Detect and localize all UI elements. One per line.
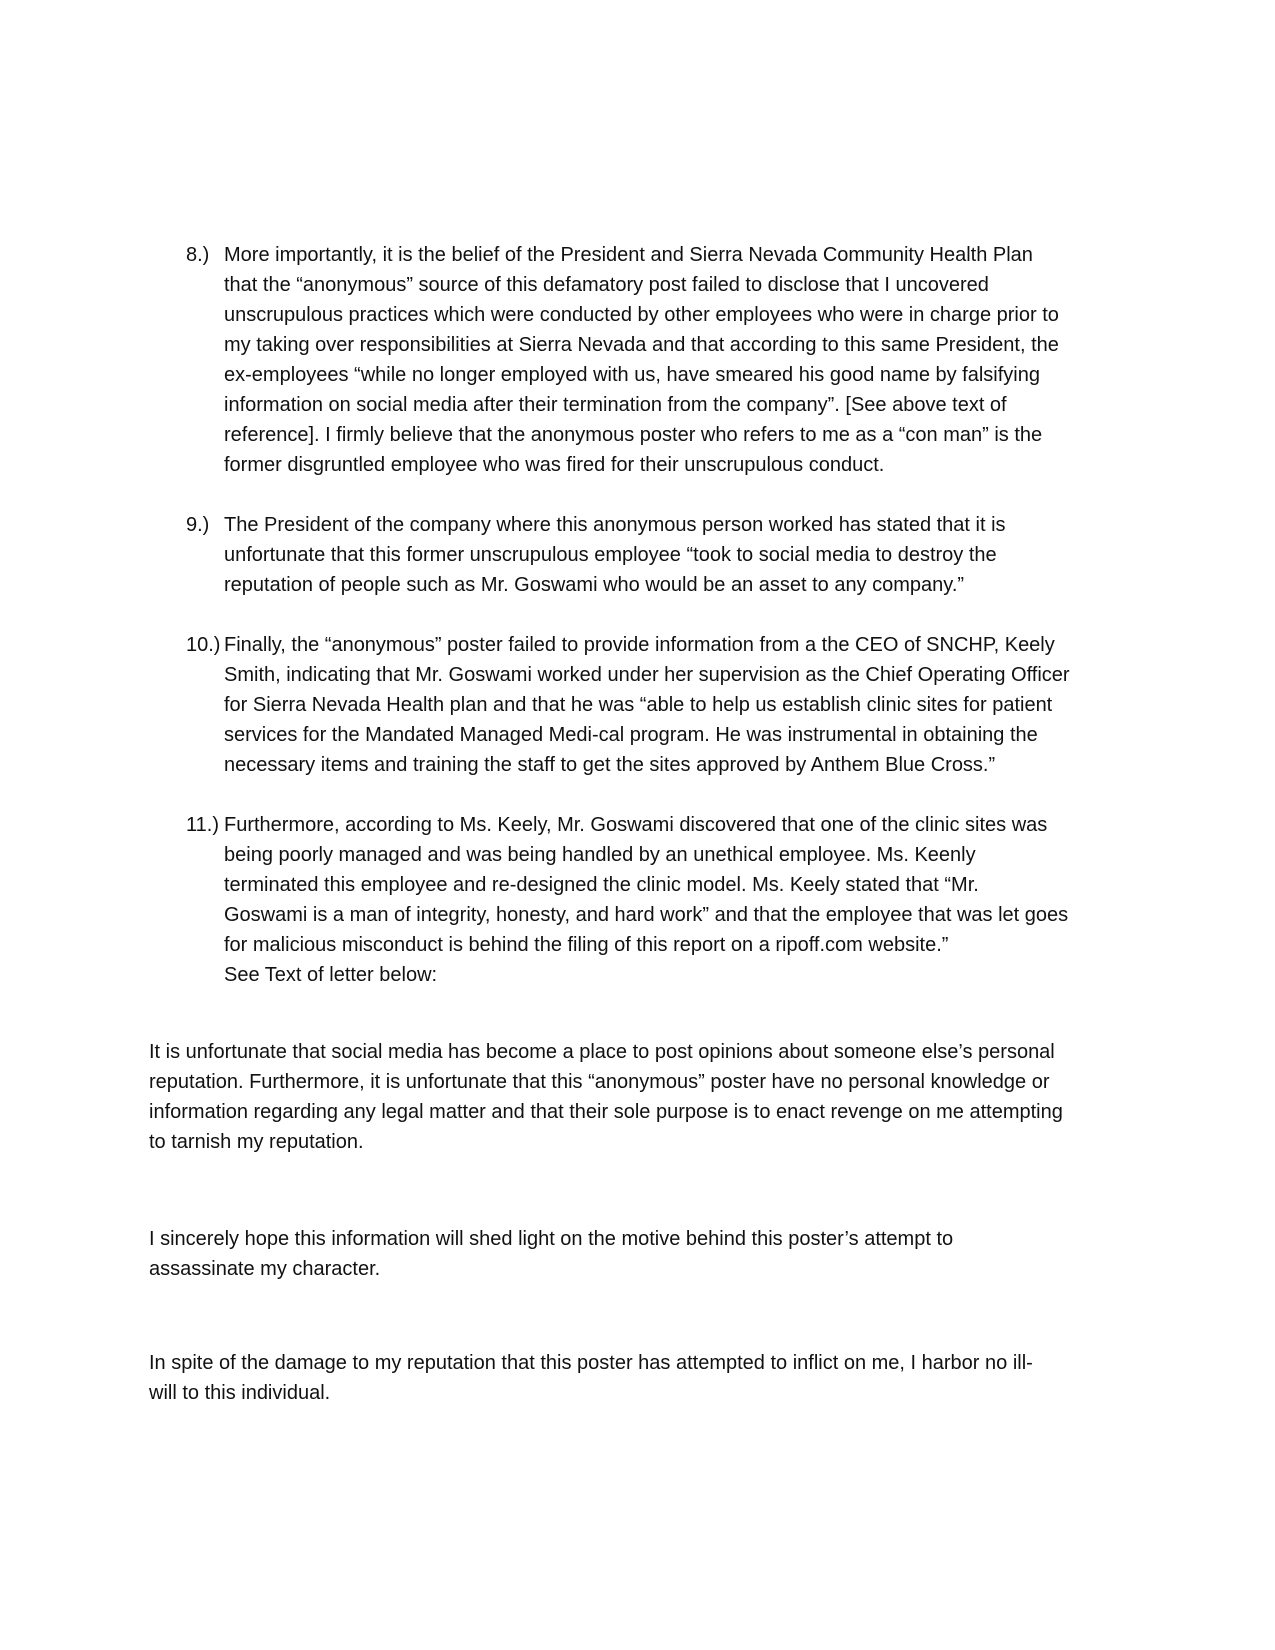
numbered-list [186,240,1146,1020]
list-item [186,810,1146,990]
list-item-text: Furthermore, according to Ms. Keely, Mr. Goswami discovered that one of the clinic sites was being poorly managed and was being handled by an unethical employee. Ms. Keenly terminated this employee and re-designed the clinic model. Ms. Keely stated that “Mr. Goswami is a man of integrity, honesty, and hard work” and that the employee that was let goes for malicious misconduct is behind the filing of this report on a ripoff.com website.” See Text of letter below: [224,814,1069,986]
paragraph-hope: I sincerely hope this information will shed light on the motive behind this poster’s attempt to assassinate my character. [149,1228,954,1280]
list-item-text: More importantly, it is the belief of the President and Sierra Nevada Community Health Plan that the “anonymous” source of this defamatory post failed to disclose that I uncovered unscrupulous practices which were conducted by other employees who were in charge prior to my taking over responsibilities at Sierra Nevada and that according to this same President, the ex-employees “while no longer employed with us, have smeared his good name by falsifying information on social media after their termination from the company”. [See above text of reference]. I firmly believe that the anonymous poster who refers to me as a “con man” is the former disgruntled employee who was fired for their unscrupulous conduct. [224,244,1059,476]
list-item [186,240,1146,480]
list-item-number: 8.) [186,244,210,266]
paragraph-social-media: It is unfortunate that social media has become a place to post opinions about someone else’s personal reputation. Furthermore, it is unfortunate that this “anonymous” poster have no personal knowledge or information regarding any legal matter and that their sole purpose is to enact revenge on me attempting to tarnish my reputation. [149,1041,1063,1153]
list-item-text: Finally, the “anonymous” poster failed to provide information from a the CEO of SNCHP, Keely Smith, indicating that Mr. Goswami worked under her supervision as the Chief Operating Officer for Sierra Nevada Health plan and that he was “able to help us establish clinic sites for patient services for the Mandated Managed Medi-cal program. He was instrumental in obtaining the necessary items and training the staff to get the sites approved by Anthem Blue Cross.” [224,634,1070,776]
paragraph-no-ill-will: In spite of the damage to my reputation that this poster has attempted to inflict on me, I harbor no ill- will to this individual. [149,1352,1033,1404]
list-item [186,630,1146,780]
list-item-number: 9.) [186,514,210,536]
list-item-number: 10.) [186,634,221,656]
list-item-text: The President of the company where this anonymous person worked has stated that it is unfortunate that this former unscrupulous employee “took to social media to destroy the reputation of people such as Mr. Goswami who would be an asset to any company.” [224,514,1006,596]
list-item [186,510,1146,600]
list-item-number: 11.) [186,814,219,836]
